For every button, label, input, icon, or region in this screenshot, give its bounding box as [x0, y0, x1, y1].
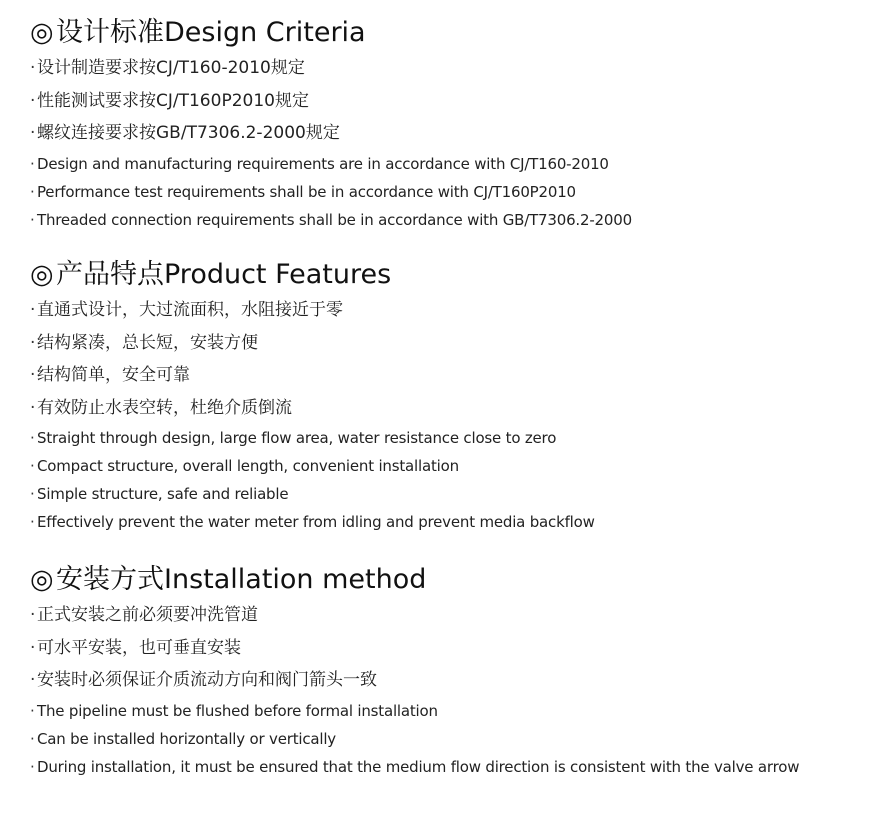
list-item: ·结构简单，安全可靠 — [30, 359, 870, 392]
bullet-dot: · — [30, 605, 36, 625]
list-item: · Can be installed horizontally or vertically — [30, 725, 870, 753]
bullet-dot: · — [30, 90, 36, 111]
product-features-list — [30, 294, 870, 536]
list-item: ·有效防止水表空转，杜绝介质倒流 — [30, 392, 870, 425]
double-circle-icon: ◎ — [30, 17, 54, 48]
list-item: · During installation, it must be ensured that the medium flow direction is consistent with the valve arrow — [30, 753, 870, 781]
list-item: ·直通式设计，大过流面积，水阻接近于零 — [30, 294, 870, 327]
bullet-dot: · — [30, 154, 35, 173]
double-circle-icon: ◎ — [30, 564, 54, 595]
design-criteria-heading — [30, 16, 870, 50]
bullet-dot: · — [30, 757, 35, 776]
bullet-dot: · — [30, 457, 35, 475]
list-item: · Design and manufacturing requirements are in accordance with CJ/T160-2010 — [30, 150, 870, 178]
list-item: ·设计制造要求按CJ/T160-2010规定 — [30, 52, 870, 85]
installation-method-section — [30, 563, 870, 781]
list-item: · Simple structure, safe and reliable — [30, 480, 870, 508]
design-criteria-list — [30, 52, 870, 234]
bullet-dot: · — [30, 58, 36, 78]
bullet-dot: · — [30, 670, 36, 690]
bullet-dot: · — [30, 332, 36, 353]
installation-method-list — [30, 599, 870, 781]
design-criteria-section — [30, 16, 870, 234]
bullet-dot: · — [30, 429, 35, 447]
list-item: ·性能测试要求按CJ/T160P2010规定 — [30, 85, 870, 118]
bullet-dot: · — [30, 513, 35, 531]
list-item: · Compact structure, overall length, convenient installation — [30, 452, 870, 480]
bullet-dot: · — [30, 729, 35, 748]
bullet-dot: · — [30, 701, 35, 720]
double-circle-icon: ◎ — [30, 259, 54, 290]
bullet-dot: · — [30, 365, 36, 385]
list-item: ·安装时必须保证介质流动方向和阀门箭头一致 — [30, 664, 870, 697]
list-item: · The pipeline must be flushed before formal installation — [30, 697, 870, 725]
installation-method-title: 安装方式Installation method — [56, 564, 427, 595]
list-item: ·螺纹连接要求按GB/T7306.2-2000规定 — [30, 117, 870, 150]
installation-method-heading — [30, 563, 870, 597]
list-item: · Performance test requirements shall be in accordance with CJ/T160P2010 — [30, 178, 870, 206]
product-features-section — [30, 258, 870, 536]
list-item: · Effectively prevent the water meter from idling and prevent media backflow — [30, 508, 870, 536]
bullet-dot: · — [30, 182, 35, 201]
design-criteria-title: 设计标准Design Criteria — [56, 17, 366, 48]
product-features-title: 产品特点Product Features — [56, 259, 392, 290]
product-features-heading — [30, 258, 870, 292]
bullet-dot: · — [30, 637, 36, 658]
bullet-dot: · — [30, 300, 36, 320]
list-item: ·结构紧凑，总长短，安装方便 — [30, 327, 870, 360]
bullet-dot: · — [30, 210, 35, 229]
list-item: ·可水平安装，也可垂直安装 — [30, 632, 870, 665]
list-item: · Straight through design, large flow area, water resistance close to zero — [30, 424, 870, 452]
bullet-dot: · — [30, 485, 35, 503]
bullet-dot: · — [30, 397, 36, 418]
list-item: ·正式安装之前必须要冲洗管道 — [30, 599, 870, 632]
bullet-dot: · — [30, 123, 36, 143]
list-item: · Threaded connection requirements shall be in accordance with GB/T7306.2-2000 — [30, 206, 870, 234]
